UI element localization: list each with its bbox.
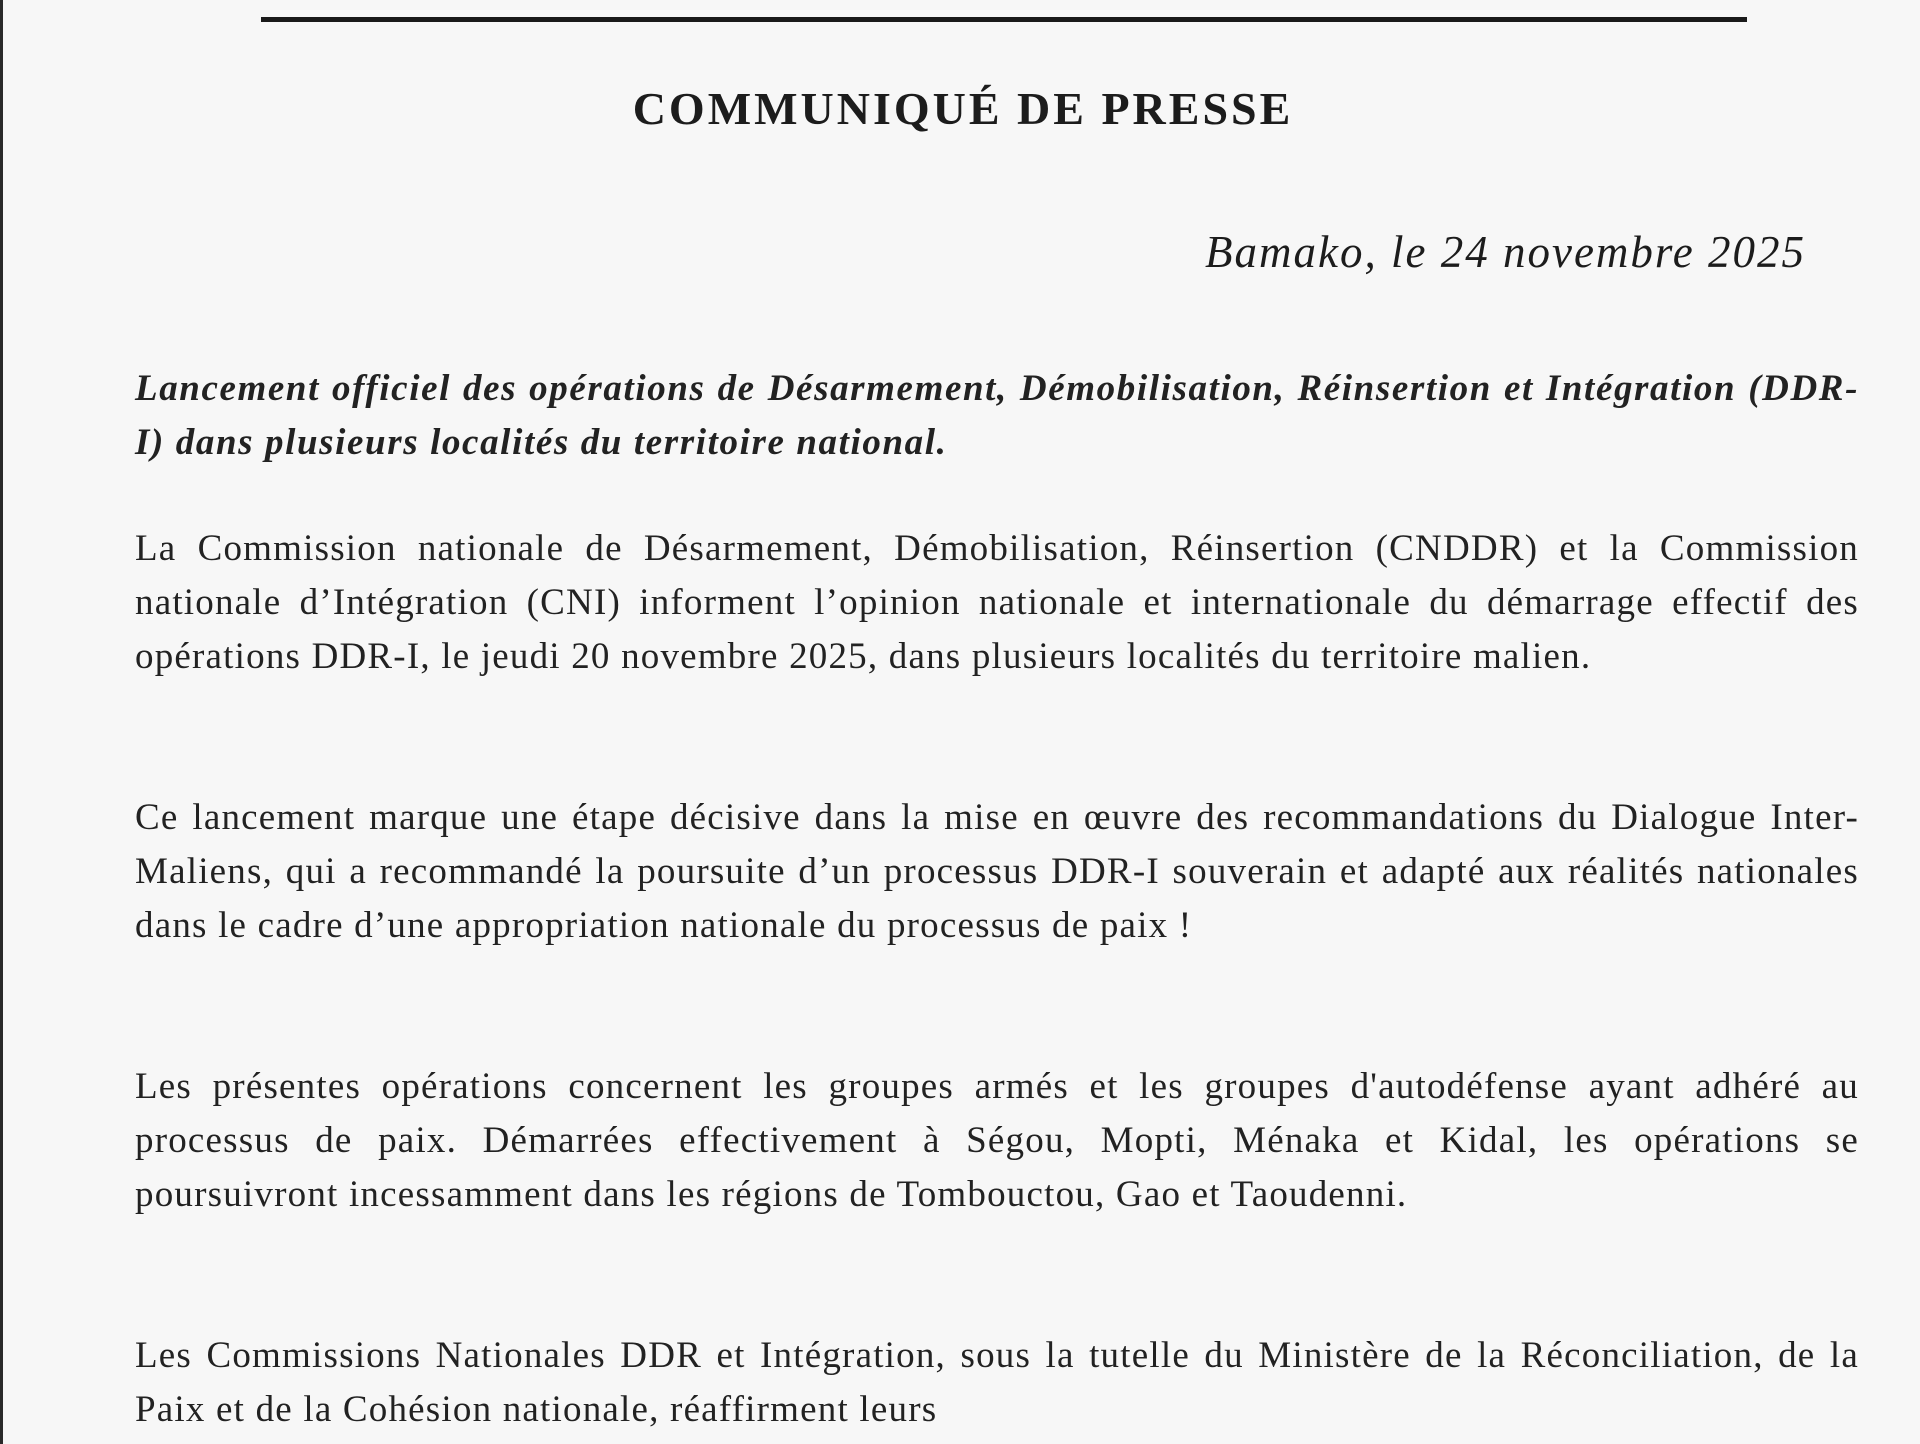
paragraph-2: Ce lancement marque une étape décisive dans la mise en œuvre des recommandations du Dialogue Inter-Maliens, qui a recommandé la poursuite d’un processus DDR-I souverain et adapté aux réalités nationales dans le cadre d’une appropriation nationale du processus de paix ! <box>135 797 1859 946</box>
paragraph-4: Les Commissions Nationales DDR et Intégration, sous la tutelle du Ministère de la Réconciliation, de la Paix et de la Cohésion nationale, réaffirment leurs <box>135 1335 1859 1430</box>
date-line: Bamako, le 24 novembre 2025 <box>1205 227 1806 277</box>
document-title: COMMUNIQUÉ DE PRESSE <box>632 83 1294 134</box>
paragraph-1: La Commission nationale de Désarmement, Démobilisation, Réinsertion (CNDDR) et la Commission nationale d’Intégration (CNI) informent l’opinion nationale et internationale du démarrage effectif des opérations DDR-I, le jeudi 20 novembre 2025, dans plusieurs localités du territoire malien. <box>135 528 1859 677</box>
headline: Lancement officiel des opérations de Désarmement, Démobilisation, Réinsertion et Intégration (DDR-I) dans plusieurs localités du territoire national. <box>135 368 1859 463</box>
paragraph-3: Les présentes opérations concernent les groupes armés et les groupes d'autodéfense ayant adhéré au processus de paix. Démarrées effectivement à Ségou, Mopti, Ménaka et Kidal, les opérations se poursuivront incessamment dans les régions de Tombouctou, Gao et Taoudenni. <box>135 1066 1859 1215</box>
top-rule <box>261 17 1747 22</box>
